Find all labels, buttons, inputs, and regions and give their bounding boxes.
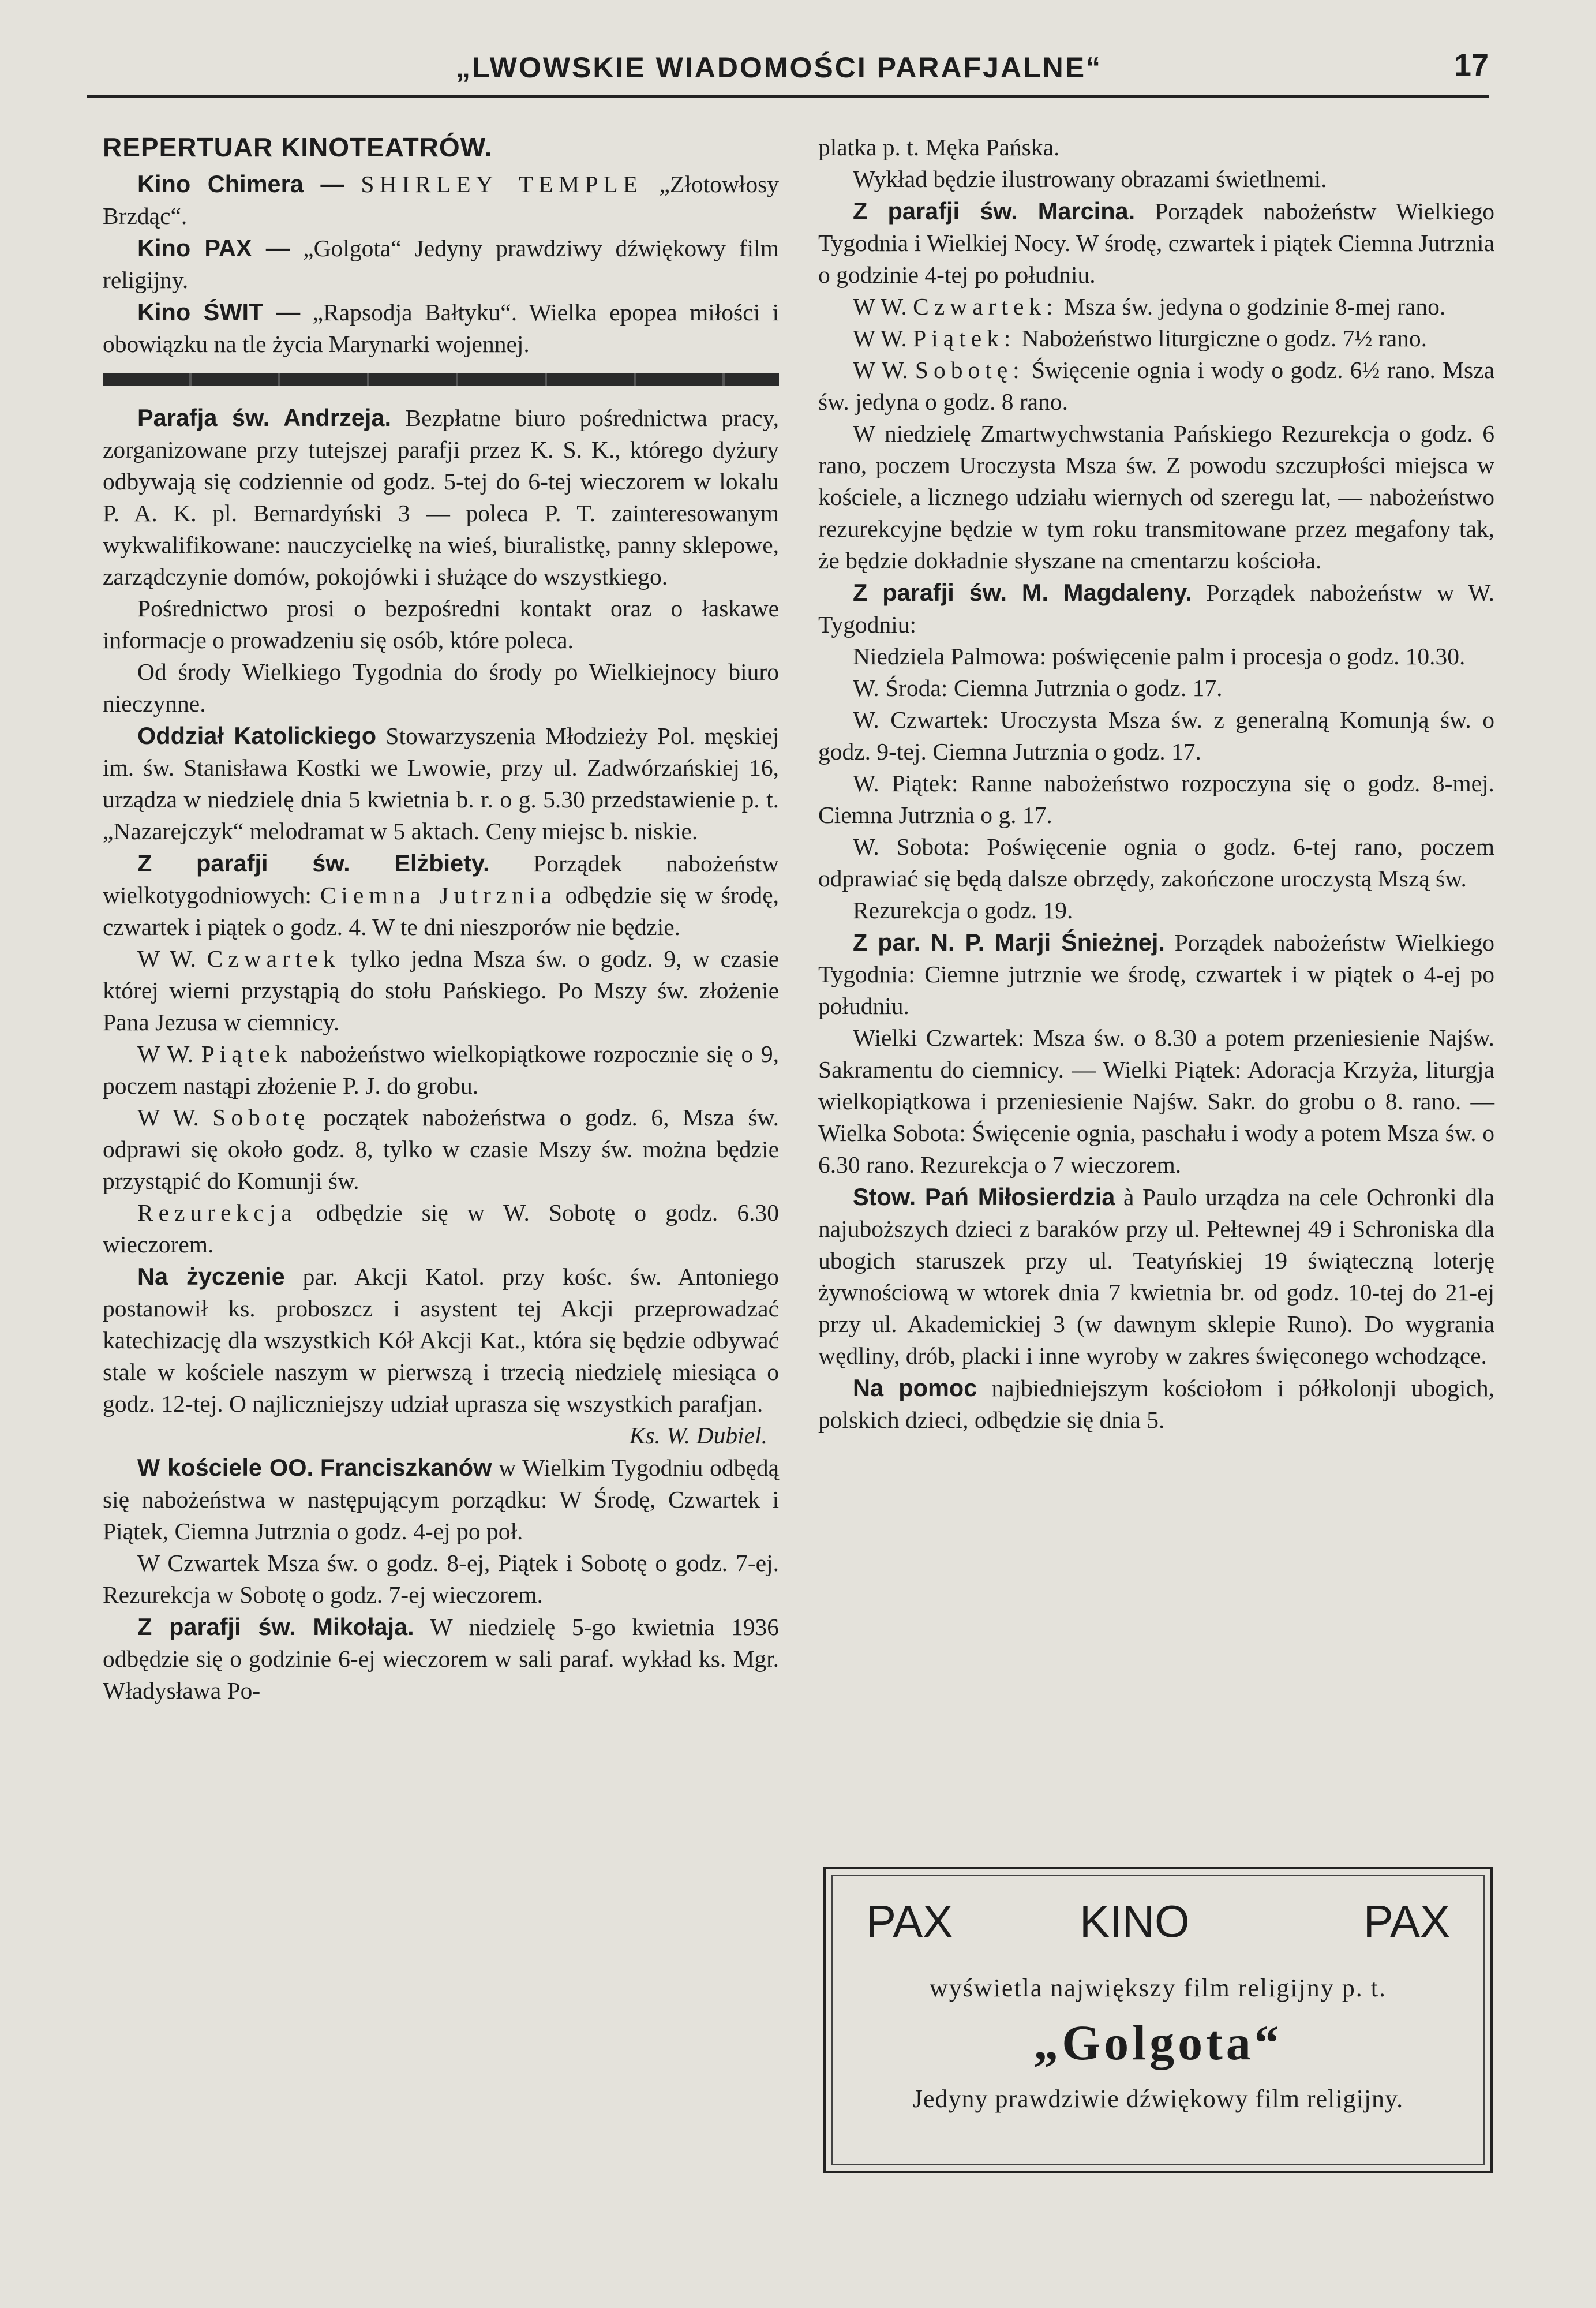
kino-star: SHIRLEY TEMPLE <box>361 171 643 197</box>
text: najbiedniejszym kościołom i półkolonji ubogich, polskich dzieci, odbędzie się dnia 5. <box>818 1375 1494 1433</box>
ww: W W. <box>853 357 908 383</box>
text: Porządek nabożeństw wielkotygodniowych: <box>103 850 779 908</box>
text: tylko jedna Msza św. o godz. 9, w czasie której wierni przystąpią do stołu Pańskiego. Po Mszy św. złożenie Pana Jezusa w ciemnicy. <box>103 945 780 1035</box>
heading-marji: Z par. N. P. Marji Śnieżnej. <box>853 929 1165 956</box>
ww: W W. <box>137 1041 194 1067</box>
ad-pax-right: PAX <box>1363 1896 1450 1947</box>
day: Czwartek: <box>913 293 1058 320</box>
kino-name: Kino PAX — <box>137 234 290 261</box>
publication-title: „LWOWSKIE WIADOMOŚCI PARAFJALNE“ <box>456 51 1103 84</box>
spaced-text: Ciemna Jutrznia <box>320 882 557 908</box>
paragraph-franciszkanie <box>103 1452 779 1547</box>
ww: W W. <box>853 325 907 351</box>
kino-pax <box>103 232 779 296</box>
page-number: 17 <box>1453 48 1489 83</box>
paragraph-rezurekcja <box>103 1197 779 1260</box>
ad-description: Jedyny prawdziwie dźwiękowy film religijny. <box>912 2085 1404 2113</box>
day: Sobotę <box>212 1104 310 1131</box>
text: początek nabożeństwa o godz. 6, Msza św. odprawi się około godz. 8, tylko w czasie Mszy św. można będzie przystąpić do Komunji św. <box>103 1104 780 1194</box>
paragraph-zyczenie <box>103 1260 779 1420</box>
kino-name: Kino ŚWIT — <box>137 298 301 326</box>
text: par. Akcji Katol. przy kośc. św. Antoniego postanowił ks. proboszcz i asystent tej Akcji przeprowadzać katechizację dla wszystkich Kół Akcji Kat., która się będzie odbywać stale w kościele naszym w pierwszą i trzecią niedzielę miesiąca o godz. 12-tej. O najliczniejszy udział uprasza się wszystkich parafjan. <box>103 1263 779 1417</box>
paragraph: W. Środa: Ciemna Jutrznia o godz. 17. <box>853 675 1223 701</box>
paragraph-m-sobota <box>818 354 1494 418</box>
text: Bezpłatne biuro pośrednictwa pracy, zorganizowane przy tutejszej parafji przez K. S. K., którego dyżury odbywają się codziennie od godz. 5-tej do 6-tej wieczorem w lokalu P. A. K. pl. Bernardyński 3 — poleca P. T. zainteresowanym wykwalifikowane: nauczycielkę na wieś, biuralistkę, panny sklepowe, zarządczynie domów, pokojówki i służące do wszystkiego. <box>103 405 779 590</box>
paragraph: Od środy Wielkiego Tygodnia do środy po Wielkiejnocy biuro nieczynne. <box>103 659 779 717</box>
paragraph: Wielki Czwartek: Msza św. o 8.30 a potem przeniesienie Najśw. Sakramentu do ciemnicy. — Wielki Piątek: Adoracja Krzyża, liturgja wielkopiątkowa i przeniesienie Najśw. Sakr. do grobu o 8. rano. — Wielka Sobota: Święcenie ognia, paschału i wody a potem Msza św. o 6.30 rano. Rezurekcja o 7 wieczorem. <box>818 1024 1494 1178</box>
right-column <box>818 132 1494 1436</box>
signature: Ks. W. Dubiel. <box>629 1422 767 1449</box>
heading-franc-a: W kościele OO. <box>137 1454 314 1481</box>
text: odbędzie się w W. Sobotę o godz. 6.30 wieczorem. <box>103 1199 780 1258</box>
paragraph-oddzial <box>103 720 779 847</box>
kino-swit <box>103 296 779 360</box>
paragraph-pomoc <box>818 1372 1494 1436</box>
kino-text: „Rapsodja Bałtyku“. Wielka epopea miłości i obowiązku na tle życia Marynarki wojennej. <box>103 299 779 357</box>
text: Porządek nabożeństw Wielkiego Tygodnia: Ciemne jutrznie we środę, czwartek i w piątek o 4-ej po południu. <box>818 929 1494 1019</box>
paragraph: W. Piątek: Ranne nabożeństwo rozpoczyna się o godz. 8-mej. Ciemna Jutrznia o g. 17. <box>818 770 1494 828</box>
text: Porządek nabożeństw Wielkiego Tygodnia i Wielkiej Nocy. W środę, czwartek i piątek Ciemna Jutrznia o godzinie 4-tej po południu. <box>818 198 1494 288</box>
paragraph-piatek <box>103 1038 779 1102</box>
heading-mikolaj: Z parafji św. Mikołaja. <box>137 1613 414 1640</box>
paragraph: Pośrednictwo prosi o bezpośredni kontakt oraz o łaskawe informacje o prowadzeniu się osób, które poleca. <box>103 595 779 653</box>
text: odbędzie się w środę, czwartek i piątek o godz. 4. W te dni nieszporów nie będzie. <box>103 882 780 940</box>
kino-text: „Golgota“ Jedyny prawdziwy dźwiękowy film religijny. <box>103 235 779 293</box>
paragraph: W Czwartek Msza św. o godz. 8-ej, Piątek i Sobotę o godz. 7-ej. Rezurekcja w Sobotę o godz. 7-ej wieczorem. <box>103 1550 779 1608</box>
paragraph: platka p. t. Męka Pańska. <box>818 134 1060 160</box>
text: W niedzielę 5-go kwietnia 1936 odbędzie się o godzinie 6-ej wieczorem w sali paraf. wykład ks. Mgr. Władysława Po- <box>103 1614 779 1704</box>
text: Msza św. jedyna o godzinie 8-mej rano. <box>1064 293 1446 320</box>
heading-franciszkanie: Franciszkanów <box>320 1454 492 1481</box>
day: Piątek <box>201 1041 293 1067</box>
spaced-text: Rezurekcja <box>137 1199 297 1226</box>
paragraph: Niedziela Palmowa: poświęcenie palm i procesja o godz. 10.30. <box>853 643 1466 669</box>
kino-name: Kino Chimera — <box>137 170 344 197</box>
day: Piątek: <box>913 325 1016 351</box>
heading-andrzej: Parafja św. Andrzeja. <box>137 404 392 431</box>
left-column <box>103 132 779 1707</box>
pax-advertisement <box>823 1867 1493 2173</box>
ww: W W. <box>137 945 196 972</box>
text: nabożeństwo wielkopiątkowe rozpocznie się o 9, poczem nastąpi złożenie P. J. do grobu. <box>103 1041 779 1099</box>
ww: W W. <box>137 1104 199 1131</box>
paragraph-marcin <box>818 195 1494 291</box>
heading-pomoc: Na pomoc <box>853 1374 977 1401</box>
paragraph-elzbieta <box>103 847 779 943</box>
section-divider <box>103 373 779 386</box>
text: Stowarzyszenia Młodzieży Pol. męskiej im. św. Stanisława Kostki we Lwowie, przy ul. Zadwórzańskiej 16, urządza w niedzielę dnia 5 kwietnia b. r. o g. 5.30 przedstawienie p. t. „Nazarejczyk“ melodramat w 5 aktach. Ceny miejsc b. niskie. <box>103 723 780 844</box>
kino-chimera <box>103 168 779 232</box>
ww: W W. <box>853 293 907 320</box>
paragraph-stow <box>818 1181 1494 1372</box>
paragraph: W niedzielę Zmartwychwstania Pańskiego Rezurekcja o godz. 6 rano, poczem Uroczysta Msza św. Z powodu szczupłości miejsca w kościele, a licznego udziału wiernych od szeregu lat, — nabożeństwo rezurekcyjne będzie w tym roku transmitowane przez megafony tak, że będzie dokładnie słyszane na cmentarzu kościoła. <box>818 420 1494 574</box>
paragraph-marji <box>818 926 1494 1022</box>
text: Święcenie ognia i wody o godz. 6½ rano. Msza św. jedyna o godz. 8 rano. <box>818 357 1495 415</box>
section-title-repertuar: REPERTUAR KINOTEATRÓW. <box>103 132 493 162</box>
paragraph-czwartek <box>103 943 779 1038</box>
paragraph: Rezurekcja o godz. 19. <box>853 897 1073 923</box>
heading-marcin: Z parafji św. Marcina. <box>853 197 1136 225</box>
paragraph-m-piatek <box>818 323 1494 354</box>
text: Porządek nabożeństw w W. Tygodniu: <box>818 579 1494 638</box>
heading-zyczenie: Na życzenie <box>137 1263 285 1290</box>
heading-stow: Stow. Pań Miłosierdzia <box>853 1183 1115 1210</box>
paragraph-mikolaj <box>103 1611 779 1707</box>
day: Czwartek <box>207 945 340 972</box>
header-rule <box>87 95 1489 98</box>
page-header <box>87 40 1489 92</box>
day: Sobotę: <box>915 357 1025 383</box>
kino-film: „Złotowłosy Brzdąc“. <box>103 171 780 229</box>
ad-line: wyświetla największy film religijny p. t. <box>930 1974 1387 2002</box>
heading-oddzial: Oddział Katolickiego <box>137 722 377 749</box>
ad-film-title: „Golgota“ <box>1033 2015 1283 2070</box>
paragraph-magdalena <box>818 577 1494 641</box>
text: w Wielkim Tygodniu odbędą się nabożeństwa w następującym porządku: W Środę, Czwartek i Piątek, Ciemna Jutrznia o godz. 4-ej po poł. <box>103 1454 780 1544</box>
heading-magdalena: Z parafji św. M. Magdaleny. <box>853 579 1192 606</box>
paragraph-m-czwartek <box>818 291 1494 323</box>
paragraph: W. Czwartek: Uroczysta Msza św. z generalną Komunją św. o godz. 9-tej. Ciemna Jutrznia o godz. 17. <box>818 706 1494 765</box>
paragraph-andrzej <box>103 402 779 593</box>
paragraph-sobota <box>103 1102 779 1197</box>
heading-elzbieta: Z parafji św. Elżbiety. <box>137 850 490 877</box>
paragraph: W. Sobota: Poświęcenie ognia o godz. 6-tej rano, poczem odprawiać się będą dalsze obrzędy, zakończone uroczystą Mszą św. <box>818 833 1494 892</box>
text: à Paulo urządza na cele Ochronki dla najuboższych dzieci z baraków przy ul. Pełtewnej 49 i Schroniska dla ubogich staruszek przy ul. Teatyńskiej 19 świąteczną loterję żywnościową w wtorek dnia 7 kwietnia br. od godz. 10-tej do 21-ej przy ul. Akademickiej 3 (w dawnym sklepie Runo). Do wygrania wędliny, drób, placki i inne wyroby w zakres święconego wchodzące. <box>818 1184 1494 1369</box>
ad-kino: KINO <box>1080 1896 1190 1947</box>
text: Nabożeństwo liturgiczne o godz. 7½ rano. <box>1021 325 1428 351</box>
paragraph: Wykład będzie ilustrowany obrazami świetlnemi. <box>853 166 1327 192</box>
ad-pax-left: PAX <box>866 1896 953 1947</box>
